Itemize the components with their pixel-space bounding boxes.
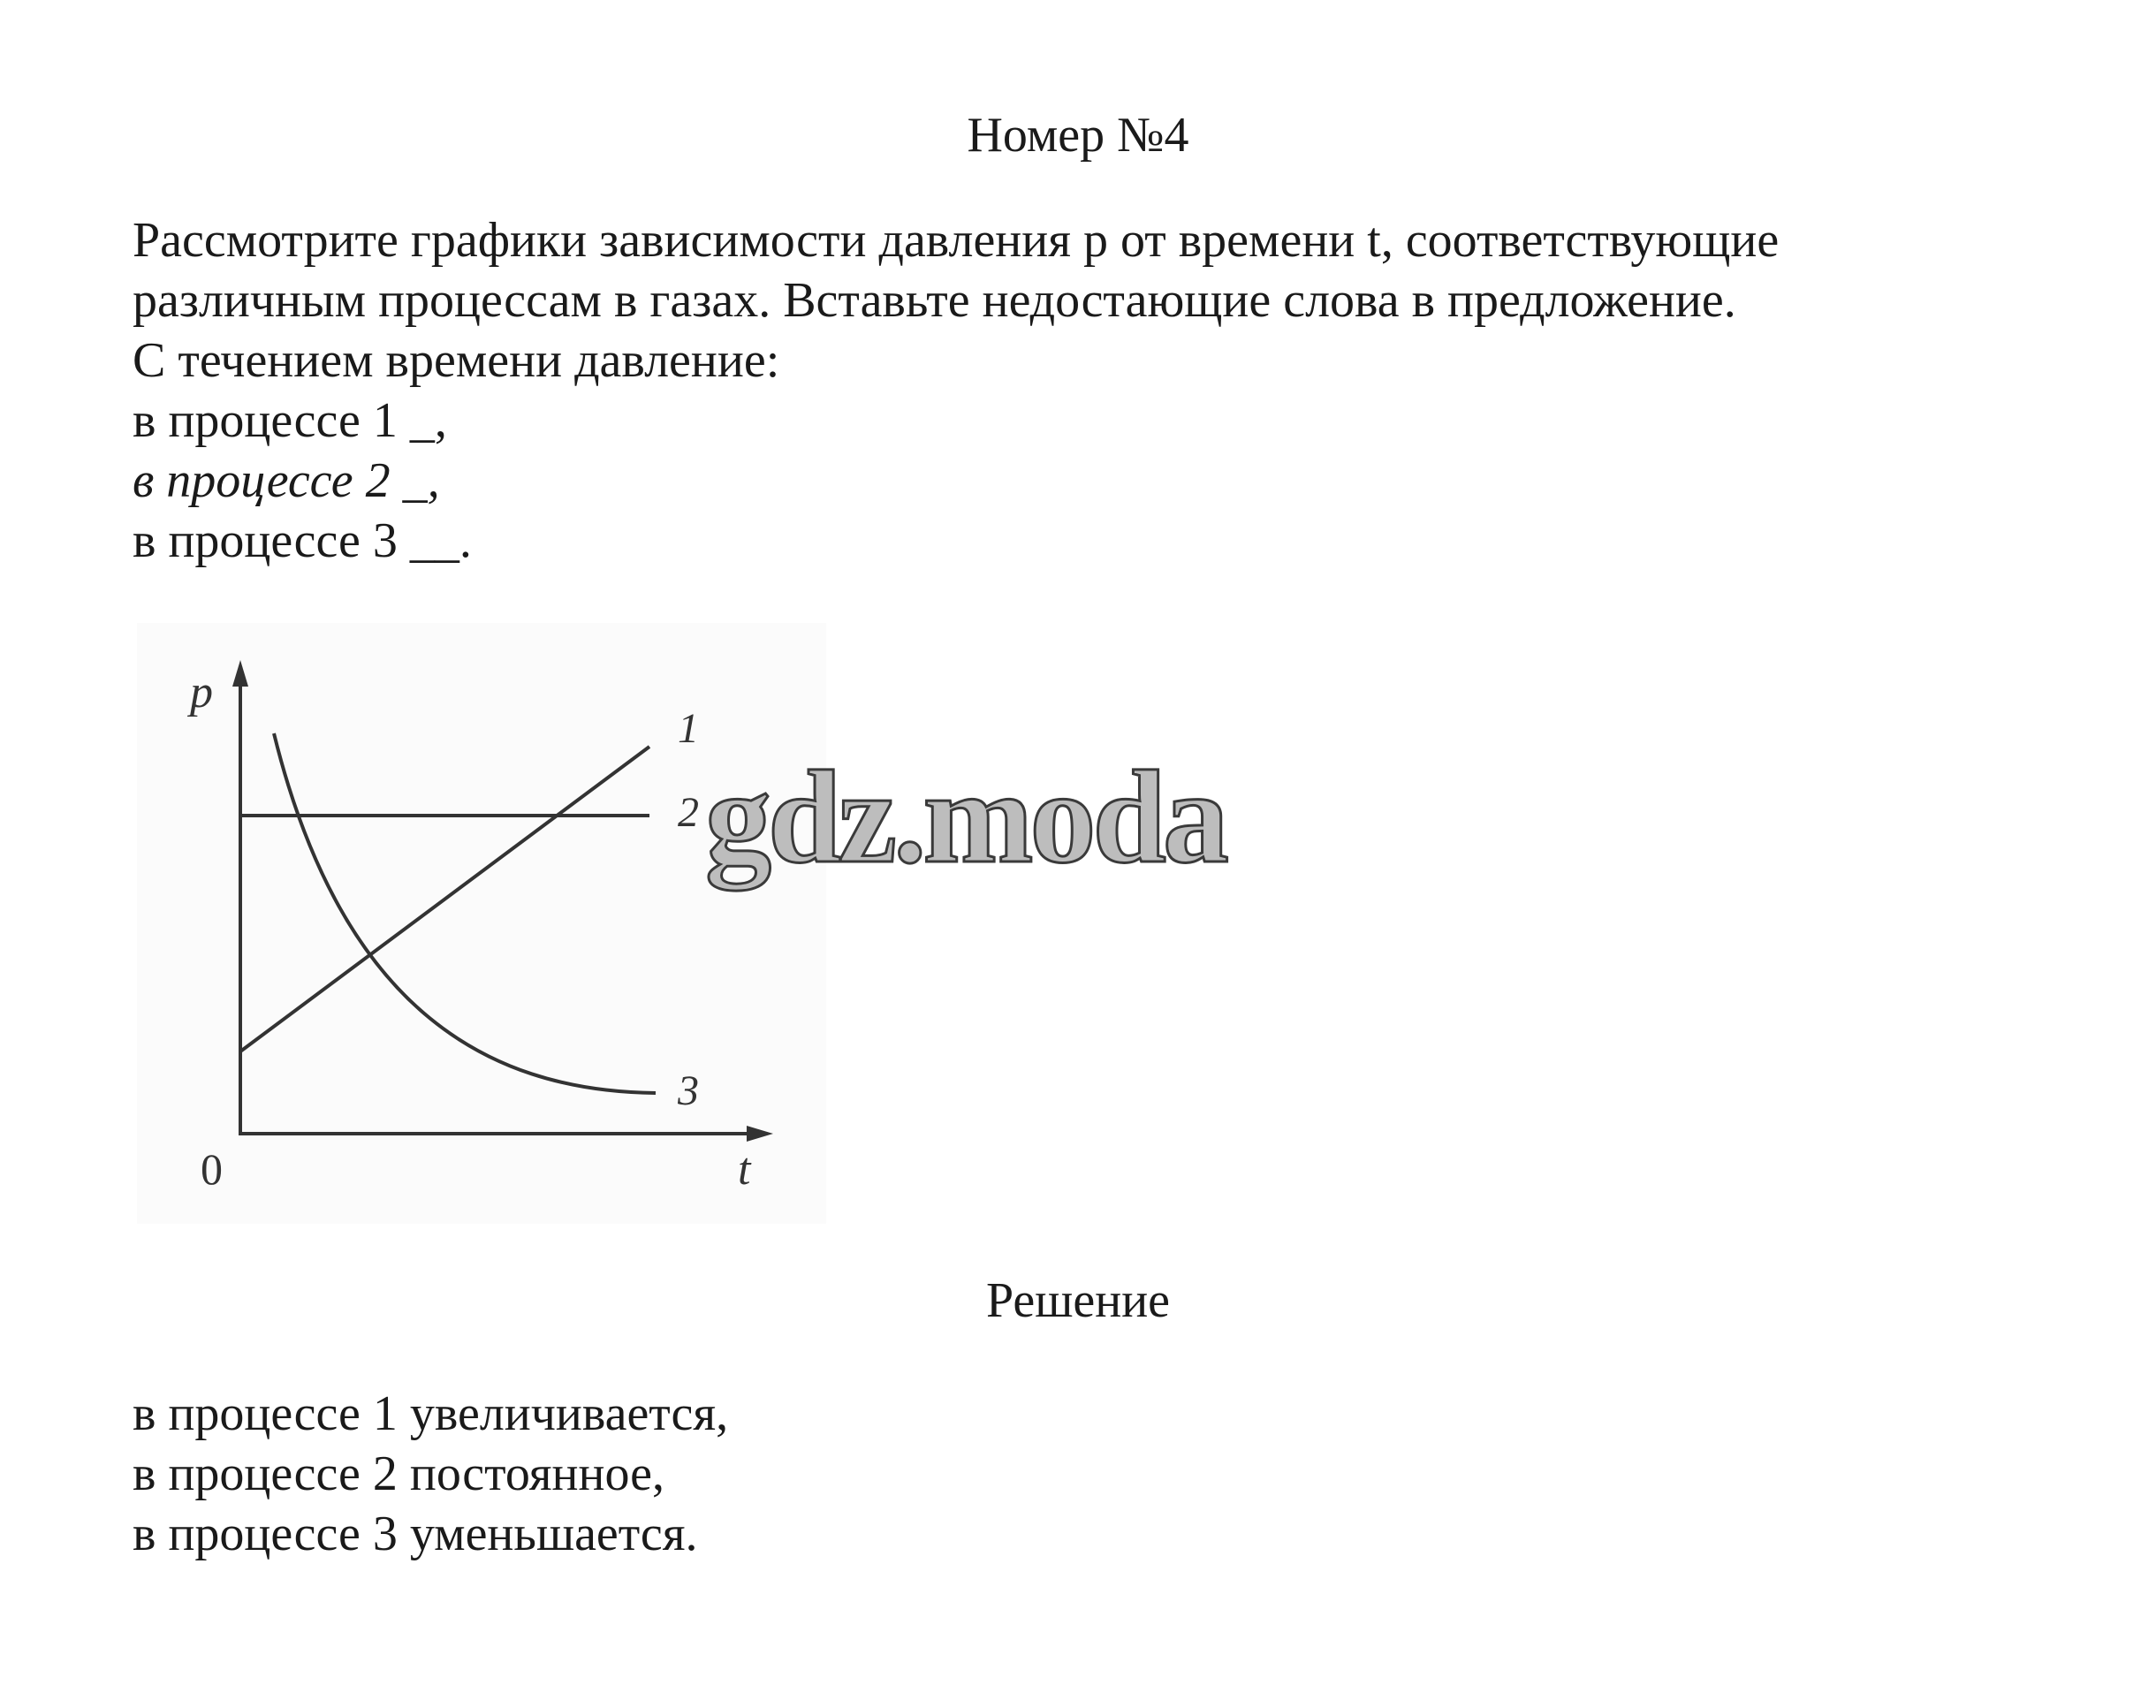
task-line: различным процессам в газах. Вставьте недостающие слова в предложение. <box>133 273 1736 328</box>
task-line: С течением времени давление: <box>133 333 780 388</box>
solution-line: в процессе 3 уменьшается. <box>133 1507 698 1561</box>
pressure-time-graph <box>137 623 826 1224</box>
watermark <box>698 742 1334 901</box>
task-text <box>133 210 2076 571</box>
origin-label: 0 <box>201 1144 223 1194</box>
graph-svg <box>137 623 826 1224</box>
solution-text <box>133 1384 2076 1564</box>
solution-line: в процессе 2 постоянное, <box>133 1446 664 1501</box>
solution-title: Решение <box>985 1273 1171 1328</box>
x-axis-label: t <box>738 1144 751 1195</box>
watermark-logo <box>698 742 1334 901</box>
solution-line: в процессе 1 увеличивается, <box>133 1386 729 1441</box>
curve-3-label: 3 <box>678 1067 699 1114</box>
curve-2-label: 2 <box>678 789 699 836</box>
curve-1-label: 1 <box>678 705 699 752</box>
y-axis-label: p <box>190 667 213 717</box>
page-title: Номер №4 <box>967 108 1189 163</box>
watermark-text: gdz.moda <box>705 744 1226 891</box>
task-line: Рассмотрите графики зависимости давления p от времени t, соответствующие <box>133 213 1780 268</box>
task-line: в процессе 3 __. <box>133 513 472 568</box>
task-line: в процессе 1 _, <box>133 393 447 448</box>
task-line: в процессе 2 _, <box>133 453 440 508</box>
